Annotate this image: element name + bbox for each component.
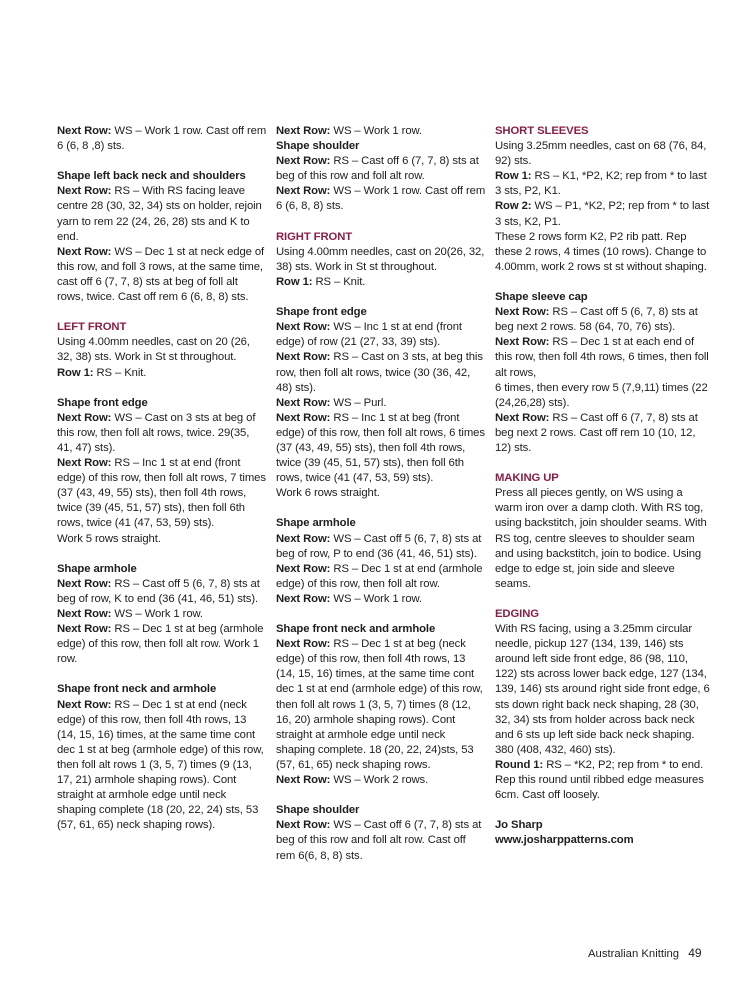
instruction-line: Next Row: WS – Work 1 row. Cast off rem 6 (6, 8, 8) sts. bbox=[276, 185, 486, 213]
instruction-line: Next Row: RS – Dec 1 st at beg (armhole edge) of this row, then foll alt row. Work 1 row. bbox=[57, 623, 264, 666]
row-label: Next Row: bbox=[57, 245, 112, 258]
paragraph-spacer bbox=[276, 290, 486, 305]
instruction-line: Next Row: RS – Dec 1 st at each end of this row, then foll 4th rows, 6 times, then foll alt rows, bbox=[495, 336, 709, 379]
instruction-line: Work 5 rows straight. bbox=[57, 532, 161, 545]
paragraph-spacer bbox=[276, 607, 486, 622]
instruction-line: Next Row: WS – Work 1 row. bbox=[276, 592, 422, 605]
row-label: Next Row: bbox=[57, 457, 112, 470]
paragraph-spacer bbox=[495, 803, 710, 818]
row-label: Row 1: bbox=[276, 275, 313, 288]
row-label: Next Row: bbox=[276, 532, 331, 545]
row-label: Next Row: bbox=[57, 577, 112, 590]
row-label: Next Row: bbox=[276, 562, 331, 575]
section-heading: SHORT SLEEVES bbox=[495, 125, 589, 137]
row-label: Next Row: bbox=[276, 125, 331, 137]
page-footer bbox=[588, 946, 702, 960]
instruction-line: 6 times, then every row 5 (7,9,11) times (22 (24,26,28) sts). bbox=[495, 381, 708, 409]
instruction-line: Row 2: WS – P1, *K2, P2; rep from * to last 3 sts, K2, P1. bbox=[495, 200, 710, 228]
paragraph-spacer bbox=[57, 305, 267, 320]
instruction-line: Next Row: WS – Cast on 3 sts at beg of this row, then foll alt rows, twice. 29(35, 41, 47) sts). bbox=[57, 411, 256, 454]
row-label: Next Row: bbox=[57, 608, 112, 620]
row-label: Next Row: bbox=[57, 698, 112, 711]
row-label: Next Row: bbox=[276, 819, 331, 832]
instruction-line: Round 1: RS – *K2, P2; rep from * to end. bbox=[495, 758, 704, 771]
row-label: Next Row: bbox=[276, 592, 331, 605]
sub-heading: Shape shoulder bbox=[276, 140, 360, 153]
row-label: Next Row: bbox=[276, 155, 331, 168]
instruction-line: Next Row: RS – Inc 1 st at beg (front edge) of this row, then foll alt rows, 6 times (37 (43, 49, 55) sts), then foll 4th rows, twice (39 (45, 51, 57) sts), then foll 6th rows, twice (41 (47, 53, 59) sts). bbox=[276, 411, 485, 485]
instruction-line: These 2 rows form K2, P2 rib patt. Rep these 2 rows, 4 times (10 rows). Change to 4.00mm, work 2 rows st st without shaping. bbox=[495, 230, 707, 273]
row-label: Next Row: bbox=[276, 396, 331, 409]
paragraph-spacer bbox=[495, 456, 710, 471]
row-label: Next Row: bbox=[495, 336, 550, 349]
sub-heading: Shape left back neck and shoulders bbox=[57, 170, 246, 183]
column-1 bbox=[57, 124, 267, 833]
row-label: Next Row: bbox=[57, 185, 112, 198]
instruction-line: Next Row: WS – Cast off 6 (7, 7, 8) sts at beg of this row and foll alt row. Cast off rem 6(6, 8, 8) sts. bbox=[276, 819, 482, 862]
sub-heading: Shape shoulder bbox=[276, 804, 360, 817]
section-heading: MAKING UP bbox=[495, 472, 559, 485]
row-label: Next Row: bbox=[57, 125, 112, 137]
paragraph-spacer bbox=[495, 275, 710, 290]
publication-name: Australian Knitting bbox=[588, 948, 680, 960]
instruction-line: Next Row: WS – Inc 1 st at end (front edge) of row (21 (27, 33, 39) sts). bbox=[276, 321, 462, 349]
instruction-line: Work 6 rows straight. bbox=[276, 487, 380, 500]
sub-heading: Shape sleeve cap bbox=[495, 291, 588, 304]
instruction-line: Next Row: RS – Cast on 3 sts, at beg this row, then foll alt rows, twice (30 (36, 42, 48) sts). bbox=[276, 351, 483, 394]
paragraph-spacer bbox=[276, 788, 486, 803]
instruction-line: Row 1: RS – Knit. bbox=[57, 366, 147, 379]
row-label: Next Row: bbox=[495, 306, 550, 319]
paragraph-spacer bbox=[57, 667, 267, 682]
paragraph-spacer bbox=[57, 381, 267, 396]
instruction-line: Next Row: RS – Dec 1 st at end (armhole edge) of this row, then foll alt row. bbox=[276, 562, 483, 590]
row-label: Next Row: bbox=[276, 411, 331, 424]
row-label: Next Row: bbox=[276, 351, 331, 364]
instruction-line: Next Row: WS – Work 1 row. bbox=[276, 125, 422, 137]
row-label: Next Row: bbox=[276, 638, 331, 651]
instruction-line: Using 4.00mm needles, cast on 20 (26, 32, 38) sts. Work in St st throughout. bbox=[57, 336, 250, 364]
instruction-line: Next Row: WS – Purl. bbox=[276, 396, 387, 409]
instruction-line: Using 3.25mm needles, cast on 68 (76, 84, 92) sts. bbox=[495, 140, 707, 168]
row-label: Next Row: bbox=[57, 623, 112, 636]
paragraph-spacer bbox=[276, 215, 486, 230]
instruction-line: Next Row: WS – Work 1 row. Cast off rem 6 (6, 8 ,8) sts. bbox=[57, 125, 267, 153]
instruction-line: Next Row: RS – Cast off 6 (7, 7, 8) sts at beg of this row and foll alt row. bbox=[276, 155, 479, 183]
instruction-line: Next Row: WS – Cast off 5 (6, 7, 8) sts at beg of row, P to end (36 (41, 46, 51) sts). bbox=[276, 532, 482, 560]
section-heading: EDGING bbox=[495, 608, 539, 620]
instruction-line: Row 1: RS – Knit. bbox=[276, 275, 366, 288]
instruction-line: With RS facing, using a 3.25mm circular needle, pickup 127 (134, 139, 146) sts around left side front edge, 86 (98, 110, 122) sts across lower back edge, 127 (134, 139, 146) sts around right side front edge, 6 sts down right back neck shaping, 28 (30, 32, 34) sts from holder across back neck and 6 sts up left side back neck shaping. 380 (408, 432, 460) sts). bbox=[495, 623, 710, 756]
instruction-line: Press all pieces gently, on WS using a warm iron over a damp cloth. With RS tog, using backstitch, join shoulder seams. With RS tog, centre sleeves to shoulder seam and using backstitch, join to bodice. Using edge to edge st, join side and sleeve seams. bbox=[495, 487, 707, 590]
row-label: Next Row: bbox=[276, 185, 331, 198]
instruction-line: Rep this round until ribbed edge measures 6cm. Cast off loosely. bbox=[495, 774, 704, 802]
row-label: Round 1: bbox=[495, 758, 544, 771]
sub-heading: Shape front edge bbox=[276, 306, 367, 319]
sub-heading: Shape front edge bbox=[57, 396, 148, 409]
sub-heading: Shape armhole bbox=[57, 562, 137, 575]
sub-heading: Shape front neck and armhole bbox=[57, 683, 217, 696]
sub-heading: Shape armhole bbox=[276, 517, 356, 530]
row-label: Next Row: bbox=[276, 774, 331, 787]
instruction-line: Next Row: WS – Dec 1 st at neck edge of this row, and foll 3 rows, at the same time, cast off 6 (7, 7, 8) sts at beg of foll alt rows, twice. Cast off rem 6 (6, 8, 8) sts. bbox=[57, 245, 265, 304]
instruction-line: Next Row: RS – Dec 1 st at end (neck edge) of this row, then foll 4th rows, 13 (14, 15, 16) times, at the same time cont dec 1 st at beg (armhole edge) of this row, then foll alt rows 1 (3, 5, 7) times (9 (13, 17, 21) armhole shaping rows). Cont straight at armhole edge until neck shaping complete (18 (20, 22, 24) sts, 53 (57, 61, 65) neck shaping rows). bbox=[57, 698, 264, 832]
instruction-line: Next Row: RS – Dec 1 st at beg (neck edge) of this row, then foll 4th rows, 13 (14, 15, 16) times, at the same time cont dec 1 st at end (armhole edge) of this row, then foll alt rows 1 (3, 5, 7) times (8 (12, 16, 20) armhole shaping rows). Cont straight at armhole edge until neck shaping complete. 18 (20, 22, 24)sts, 53 (57, 61, 65) neck shaping rows. bbox=[276, 638, 483, 771]
section-heading: RIGHT FRONT bbox=[276, 230, 353, 243]
instruction-line: Next Row: RS – Inc 1 st at end (front edge) of this row, then foll alt rows, 7 times (37 (43, 49, 55) sts), then foll 4th rows, twice (39 (45, 51, 57) sts), then foll 6th rows, twice (41 (47, 53, 59) sts). bbox=[57, 457, 266, 530]
sub-heading: Jo Sharp bbox=[495, 819, 543, 832]
instruction-line: Next Row: RS – Cast off 5 (6, 7, 8) sts at beg next 2 rows. 58 (64, 70, 76) sts). bbox=[495, 306, 698, 334]
paragraph-spacer bbox=[495, 592, 710, 607]
instruction-line: Next Row: RS – Cast off 6 (7, 7, 8) sts at beg next 2 rows. Cast off rem 10 (10, 12, 12) sts. bbox=[495, 411, 698, 454]
sub-heading: www.josharppatterns.com bbox=[495, 834, 634, 847]
row-label: Row 2: bbox=[495, 200, 532, 213]
row-label: Next Row: bbox=[276, 321, 331, 334]
page-number: 49 bbox=[688, 946, 702, 960]
instruction-line: Using 4.00mm needles, cast on 20(26, 32, 38) sts. Work in St st throughout. bbox=[276, 245, 485, 273]
paragraph-spacer bbox=[57, 547, 267, 562]
instruction-line: Row 1: RS – K1, *P2, K2; rep from * to last 3 sts, P2, K1. bbox=[495, 170, 707, 198]
sub-heading: Shape front neck and armhole bbox=[276, 623, 436, 636]
row-label: Row 1: bbox=[495, 170, 532, 183]
paragraph-spacer bbox=[276, 501, 486, 516]
column-3 bbox=[495, 124, 710, 849]
section-heading: LEFT FRONT bbox=[57, 321, 127, 334]
row-label: Next Row: bbox=[57, 411, 112, 424]
row-label: Next Row: bbox=[495, 411, 550, 424]
instruction-line: Next Row: RS – With RS facing leave centre 28 (30, 32, 34) sts on holder, rejoin yarn to rem 22 (24, 26, 28) sts and K to end. bbox=[57, 185, 262, 243]
instruction-line: Next Row: RS – Cast off 5 (6, 7, 8) sts at beg of row, K to end (36 (41, 46, 51) sts). bbox=[57, 577, 260, 605]
column-2 bbox=[276, 124, 486, 864]
paragraph-spacer bbox=[57, 154, 267, 169]
instruction-line: Next Row: WS – Work 2 rows. bbox=[276, 774, 429, 787]
row-label: Row 1: bbox=[57, 366, 94, 379]
instruction-line: Next Row: WS – Work 1 row. bbox=[57, 608, 203, 620]
